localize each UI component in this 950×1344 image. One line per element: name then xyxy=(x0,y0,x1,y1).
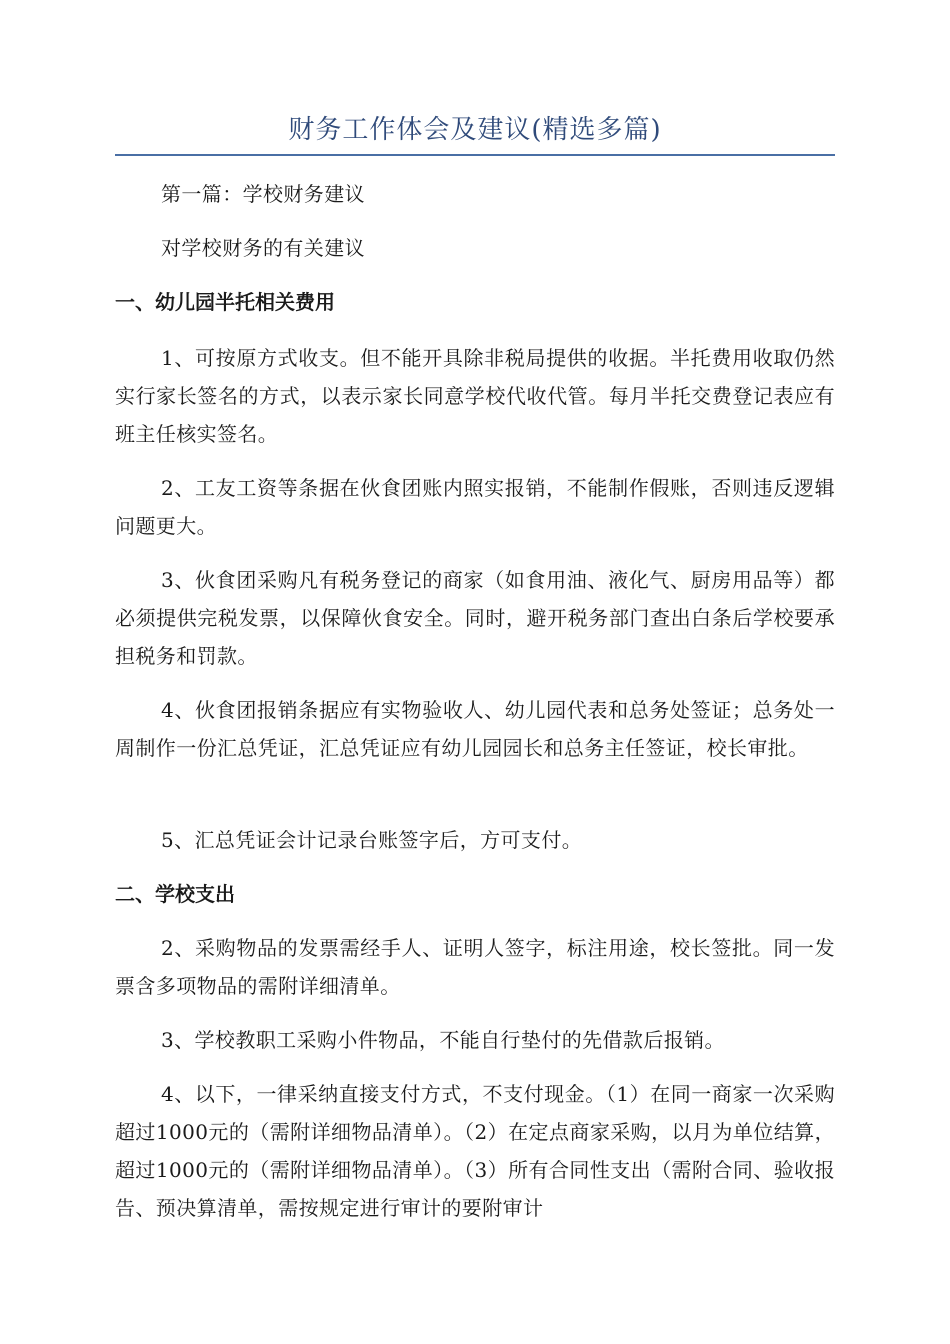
section1-item-5: 5、汇总凭证会计记录台账签字后，方可支付。 xyxy=(161,828,583,852)
section1-item-3: 3、伙食团采购凡有税务登记的商家（如食用油、液化气、厨房用品等）都必须提供完税发票，以保障伙食安全。同时，避开税务部门查出白条后学校要承担税务和罚款。 xyxy=(115,568,835,668)
part-subtitle: 对学校财务的有关建议 xyxy=(161,236,365,260)
section2-item-2: 3、学校教职工采购小件物品，不能自行垫付的先借款后报销。 xyxy=(161,1028,725,1052)
title-underline xyxy=(115,154,835,156)
section-heading-2: 二、学校支出 xyxy=(115,882,235,906)
section1-item-4: 4、伙食团报销条据应有实物验收人、幼儿园代表和总务处签证；总务处一周制作一份汇总凭证，汇总凭证应有幼儿园园长和总务主任签证，校长审批。 xyxy=(115,698,835,760)
section2-item-3: 4、以下，一律采纳直接支付方式，不支付现金。（1）在同一商家一次采购超过1000元的（需附详细物品清单）。（2）在定点商家采购，以月为单位结算，超过1000元的（需附详细物品清单）。（3）所有合同性支出（需附合同、验收报告、预决算清单，需按规定进行审计的要附审计 xyxy=(115,1082,835,1220)
section1-item-2: 2、工友工资等条据在伙食团账内照实报销，不能制作假账，否则违反逻辑问题更大。 xyxy=(115,476,835,538)
part-heading: 第一篇：学校财务建议 xyxy=(161,182,365,206)
section2-item-1: 2、采购物品的发票需经手人、证明人签字，标注用途，校长签批。同一发票含多项物品的需附详细清单。 xyxy=(115,936,835,998)
document-title: 财务工作体会及建议(精选多篇) xyxy=(288,115,662,145)
section1-item-1: 1、可按原方式收支。但不能开具除非税局提供的收据。半托费用收取仍然实行家长签名的方式，以表示家长同意学校代收代管。每月半托交费登记表应有班主任核实签名。 xyxy=(115,346,835,446)
section-heading-1: 一、幼儿园半托相关费用 xyxy=(115,290,335,314)
